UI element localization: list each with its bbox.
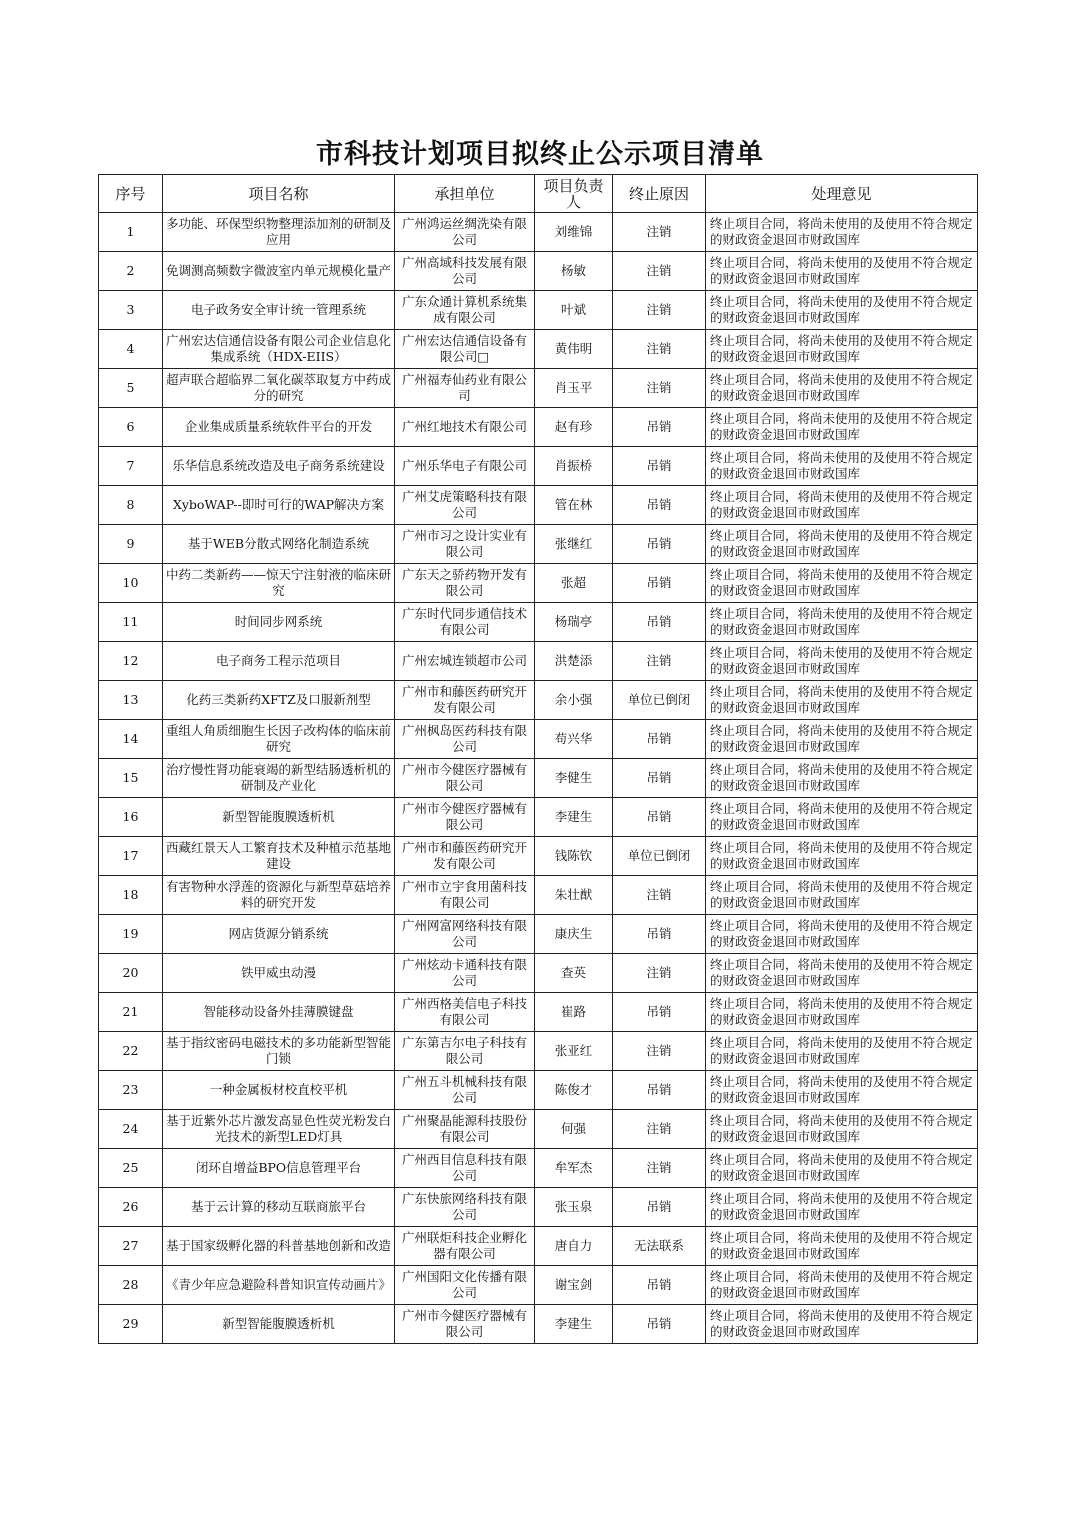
cell-no: 19 (99, 915, 163, 954)
table-row (99, 993, 978, 1032)
table-body (99, 213, 978, 1344)
table-row (99, 369, 978, 408)
header-no: 序号 (99, 175, 163, 213)
header-note: 处理意见 (706, 175, 978, 213)
cell-lead: 张亚红 (535, 1032, 613, 1071)
cell-note: 终止项目合同，将尚未使用的及使用不符合规定的财政资金退回市财政国库 (706, 213, 978, 252)
cell-note: 终止项目合同，将尚未使用的及使用不符合规定的财政资金退回市财政国库 (706, 1266, 978, 1305)
cell-no: 8 (99, 486, 163, 525)
table-row (99, 642, 978, 681)
cell-note: 终止项目合同，将尚未使用的及使用不符合规定的财政资金退回市财政国库 (706, 1305, 978, 1344)
header-unit: 承担单位 (395, 175, 535, 213)
cell-no: 20 (99, 954, 163, 993)
cell-reason: 吊销 (613, 915, 706, 954)
cell-note: 终止项目合同，将尚未使用的及使用不符合规定的财政资金退回市财政国库 (706, 486, 978, 525)
cell-name: 基于云计算的移动互联商旅平台 (163, 1188, 395, 1227)
table-row (99, 837, 978, 876)
cell-lead: 苟兴华 (535, 720, 613, 759)
cell-no: 17 (99, 837, 163, 876)
cell-lead: 唐自力 (535, 1227, 613, 1266)
cell-lead: 黄伟明 (535, 330, 613, 369)
cell-unit: 广东众通计算机系统集成有限公司 (395, 291, 535, 330)
cell-unit: 广州市和藤医药研究开发有限公司 (395, 837, 535, 876)
cell-no: 27 (99, 1227, 163, 1266)
cell-lead: 肖振桥 (535, 447, 613, 486)
cell-reason: 吊销 (613, 1188, 706, 1227)
cell-unit: 广东天之骄药物开发有限公司 (395, 564, 535, 603)
cell-no: 21 (99, 993, 163, 1032)
cell-note: 终止项目合同，将尚未使用的及使用不符合规定的财政资金退回市财政国库 (706, 1071, 978, 1110)
cell-no: 10 (99, 564, 163, 603)
cell-note: 终止项目合同，将尚未使用的及使用不符合规定的财政资金退回市财政国库 (706, 954, 978, 993)
cell-reason: 无法联系 (613, 1227, 706, 1266)
table-row (99, 720, 978, 759)
cell-no: 26 (99, 1188, 163, 1227)
table-row (99, 1266, 978, 1305)
cell-unit: 广州高域科技发展有限公司 (395, 252, 535, 291)
cell-name: 电子商务工程示范项目 (163, 642, 395, 681)
cell-note: 终止项目合同，将尚未使用的及使用不符合规定的财政资金退回市财政国库 (706, 759, 978, 798)
cell-unit: 广州枫岛医药科技有限公司 (395, 720, 535, 759)
cell-no: 2 (99, 252, 163, 291)
cell-lead: 杨瑞亭 (535, 603, 613, 642)
cell-reason: 注销 (613, 330, 706, 369)
cell-note: 终止项目合同，将尚未使用的及使用不符合规定的财政资金退回市财政国库 (706, 408, 978, 447)
cell-lead: 李建生 (535, 1305, 613, 1344)
cell-lead: 崔路 (535, 993, 613, 1032)
cell-no: 5 (99, 369, 163, 408)
cell-unit: 广州市今健医疗器械有限公司 (395, 1305, 535, 1344)
table-row (99, 525, 978, 564)
cell-name: 超声联合超临界二氧化碳萃取复方中药成分的研究 (163, 369, 395, 408)
cell-reason: 单位已倒闭 (613, 681, 706, 720)
header-name: 项目名称 (163, 175, 395, 213)
table-row (99, 486, 978, 525)
cell-name: 化药三类新药XFTZ及口服新剂型 (163, 681, 395, 720)
cell-name: 基于国家级孵化器的科普基地创新和改造 (163, 1227, 395, 1266)
table-row (99, 798, 978, 837)
cell-note: 终止项目合同，将尚未使用的及使用不符合规定的财政资金退回市财政国库 (706, 1188, 978, 1227)
cell-reason: 吊销 (613, 720, 706, 759)
cell-reason: 注销 (613, 876, 706, 915)
cell-no: 11 (99, 603, 163, 642)
cell-unit: 广州市今健医疗器械有限公司 (395, 759, 535, 798)
cell-unit: 广州市立宇食用菌科技有限公司 (395, 876, 535, 915)
cell-reason: 吊销 (613, 1071, 706, 1110)
table-row (99, 1149, 978, 1188)
cell-no: 16 (99, 798, 163, 837)
cell-reason: 吊销 (613, 564, 706, 603)
cell-lead: 刘维锦 (535, 213, 613, 252)
cell-no: 28 (99, 1266, 163, 1305)
cell-no: 6 (99, 408, 163, 447)
cell-unit: 广州福寿仙药业有限公司 (395, 369, 535, 408)
cell-name: 电子政务安全审计统一管理系统 (163, 291, 395, 330)
cell-note: 终止项目合同，将尚未使用的及使用不符合规定的财政资金退回市财政国库 (706, 642, 978, 681)
cell-lead: 牟军杰 (535, 1149, 613, 1188)
cell-lead: 赵有珍 (535, 408, 613, 447)
cell-no: 24 (99, 1110, 163, 1149)
cell-lead: 钱陈钦 (535, 837, 613, 876)
project-table (98, 174, 978, 1344)
table-row (99, 1110, 978, 1149)
cell-reason: 单位已倒闭 (613, 837, 706, 876)
cell-note: 终止项目合同，将尚未使用的及使用不符合规定的财政资金退回市财政国库 (706, 798, 978, 837)
cell-name: 智能移动设备外挂薄膜键盘 (163, 993, 395, 1032)
cell-name: 中药二类新药——惊天宁注射液的临床研究 (163, 564, 395, 603)
cell-no: 7 (99, 447, 163, 486)
cell-note: 终止项目合同，将尚未使用的及使用不符合规定的财政资金退回市财政国库 (706, 1110, 978, 1149)
cell-unit: 广州联炬科技企业孵化器有限公司 (395, 1227, 535, 1266)
cell-no: 14 (99, 720, 163, 759)
cell-lead: 洪楚添 (535, 642, 613, 681)
cell-note: 终止项目合同，将尚未使用的及使用不符合规定的财政资金退回市财政国库 (706, 291, 978, 330)
header-lead: 项目负责人 (535, 175, 613, 213)
table-row (99, 330, 978, 369)
table-header (99, 175, 978, 213)
table-row (99, 291, 978, 330)
cell-lead: 杨敏 (535, 252, 613, 291)
cell-unit: 广州宏达信通信设备有限公司□ (395, 330, 535, 369)
cell-reason: 注销 (613, 369, 706, 408)
cell-reason: 吊销 (613, 603, 706, 642)
cell-no: 3 (99, 291, 163, 330)
cell-unit: 广州西格美信电子科技有限公司 (395, 993, 535, 1032)
cell-note: 终止项目合同，将尚未使用的及使用不符合规定的财政资金退回市财政国库 (706, 876, 978, 915)
cell-name: 西藏红景天人工繁育技术及种植示范基地建设 (163, 837, 395, 876)
cell-no: 15 (99, 759, 163, 798)
cell-reason: 注销 (613, 1149, 706, 1188)
cell-reason: 注销 (613, 1032, 706, 1071)
cell-unit: 广州市和藤医药研究开发有限公司 (395, 681, 535, 720)
cell-reason: 注销 (613, 252, 706, 291)
table-row (99, 1305, 978, 1344)
cell-note: 终止项目合同，将尚未使用的及使用不符合规定的财政资金退回市财政国库 (706, 603, 978, 642)
cell-lead: 叶斌 (535, 291, 613, 330)
table-row (99, 213, 978, 252)
cell-reason: 注销 (613, 642, 706, 681)
cell-reason: 吊销 (613, 525, 706, 564)
cell-note: 终止项目合同，将尚未使用的及使用不符合规定的财政资金退回市财政国库 (706, 1149, 978, 1188)
cell-name: 多功能、环保型织物整理添加剂的研制及应用 (163, 213, 395, 252)
table-row (99, 1227, 978, 1266)
cell-unit: 广州艾虎策略科技有限公司 (395, 486, 535, 525)
cell-unit: 广州五斗机械科技有限公司 (395, 1071, 535, 1110)
cell-name: 治疗慢性肾功能衰竭的新型结肠透析机的研制及产业化 (163, 759, 395, 798)
cell-reason: 注销 (613, 213, 706, 252)
cell-no: 4 (99, 330, 163, 369)
cell-note: 终止项目合同，将尚未使用的及使用不符合规定的财政资金退回市财政国库 (706, 330, 978, 369)
cell-reason: 注销 (613, 1110, 706, 1149)
table-row (99, 915, 978, 954)
cell-note: 终止项目合同，将尚未使用的及使用不符合规定的财政资金退回市财政国库 (706, 1032, 978, 1071)
table-row (99, 759, 978, 798)
cell-lead: 康庆生 (535, 915, 613, 954)
cell-unit: 广州网富网络科技有限公司 (395, 915, 535, 954)
cell-no: 25 (99, 1149, 163, 1188)
cell-reason: 注销 (613, 954, 706, 993)
cell-name: 新型智能腹膜透析机 (163, 798, 395, 837)
header-row (99, 175, 978, 213)
cell-no: 29 (99, 1305, 163, 1344)
table-row (99, 1071, 978, 1110)
cell-reason: 吊销 (613, 759, 706, 798)
header-reason: 终止原因 (613, 175, 706, 213)
cell-no: 22 (99, 1032, 163, 1071)
cell-note: 终止项目合同，将尚未使用的及使用不符合规定的财政资金退回市财政国库 (706, 525, 978, 564)
table-row (99, 408, 978, 447)
cell-no: 23 (99, 1071, 163, 1110)
cell-name: 基于指纹密码电磁技术的多功能新型智能门锁 (163, 1032, 395, 1071)
cell-note: 终止项目合同，将尚未使用的及使用不符合规定的财政资金退回市财政国库 (706, 915, 978, 954)
cell-reason: 吊销 (613, 993, 706, 1032)
cell-unit: 广州红地技术有限公司 (395, 408, 535, 447)
cell-reason: 吊销 (613, 486, 706, 525)
table-row (99, 564, 978, 603)
cell-note: 终止项目合同，将尚未使用的及使用不符合规定的财政资金退回市财政国库 (706, 252, 978, 291)
cell-unit: 广州炫动卡通科技有限公司 (395, 954, 535, 993)
table-row (99, 1032, 978, 1071)
cell-lead: 肖玉平 (535, 369, 613, 408)
cell-note: 终止项目合同，将尚未使用的及使用不符合规定的财政资金退回市财政国库 (706, 993, 978, 1032)
cell-name: 铁甲威虫动漫 (163, 954, 395, 993)
cell-name: 重组人角质细胞生长因子改构体的临床前研究 (163, 720, 395, 759)
cell-reason: 吊销 (613, 408, 706, 447)
cell-name: 乐华信息系统改造及电子商务系统建设 (163, 447, 395, 486)
cell-note: 终止项目合同，将尚未使用的及使用不符合规定的财政资金退回市财政国库 (706, 720, 978, 759)
cell-lead: 何强 (535, 1110, 613, 1149)
cell-unit: 广州西目信息科技有限公司 (395, 1149, 535, 1188)
cell-name: 时间同步网系统 (163, 603, 395, 642)
cell-no: 9 (99, 525, 163, 564)
cell-name: 新型智能腹膜透析机 (163, 1305, 395, 1344)
cell-lead: 谢宝剑 (535, 1266, 613, 1305)
cell-name: 网店货源分销系统 (163, 915, 395, 954)
page-title: 市科技计划项目拟终止公示项目清单 (316, 139, 764, 170)
cell-note: 终止项目合同，将尚未使用的及使用不符合规定的财政资金退回市财政国库 (706, 564, 978, 603)
cell-note: 终止项目合同，将尚未使用的及使用不符合规定的财政资金退回市财政国库 (706, 369, 978, 408)
cell-name: 企业集成质量系统软件平台的开发 (163, 408, 395, 447)
table-row (99, 603, 978, 642)
cell-unit: 广州乐华电子有限公司 (395, 447, 535, 486)
cell-lead: 李健生 (535, 759, 613, 798)
cell-no: 12 (99, 642, 163, 681)
cell-reason: 吊销 (613, 1266, 706, 1305)
cell-no: 1 (99, 213, 163, 252)
cell-name: 《青少年应急避险科普知识宣传动画片》 (163, 1266, 395, 1305)
cell-unit: 广州宏城连锁超市公司 (395, 642, 535, 681)
cell-lead: 李建生 (535, 798, 613, 837)
cell-lead: 陈俊才 (535, 1071, 613, 1110)
cell-note: 终止项目合同，将尚未使用的及使用不符合规定的财政资金退回市财政国库 (706, 681, 978, 720)
cell-lead: 余小强 (535, 681, 613, 720)
cell-unit: 广州国阳文化传播有限公司 (395, 1266, 535, 1305)
cell-note: 终止项目合同，将尚未使用的及使用不符合规定的财政资金退回市财政国库 (706, 447, 978, 486)
cell-unit: 广东第吉尔电子科技有限公司 (395, 1032, 535, 1071)
cell-no: 18 (99, 876, 163, 915)
cell-name: 有害物种水浮莲的资源化与新型草菇培养料的研究开发 (163, 876, 395, 915)
cell-unit: 广州市习之设计实业有限公司 (395, 525, 535, 564)
table-row (99, 876, 978, 915)
cell-lead: 张超 (535, 564, 613, 603)
cell-name: 基于近紫外芯片激发高显色性荧光粉发白光技术的新型LED灯具 (163, 1110, 395, 1149)
cell-reason: 吊销 (613, 447, 706, 486)
table-row (99, 681, 978, 720)
cell-name: 一种金属板材校直校平机 (163, 1071, 395, 1110)
table-row (99, 1188, 978, 1227)
cell-note: 终止项目合同，将尚未使用的及使用不符合规定的财政资金退回市财政国库 (706, 837, 978, 876)
cell-name: 广州宏达信通信设备有限公司企业信息化集成系统（HDX-EIIS） (163, 330, 395, 369)
cell-reason: 吊销 (613, 798, 706, 837)
cell-reason: 吊销 (613, 1305, 706, 1344)
table-row (99, 252, 978, 291)
cell-name: XyboWAP--即时可行的WAP解决方案 (163, 486, 395, 525)
cell-name: 基于WEB分散式网络化制造系统 (163, 525, 395, 564)
cell-lead: 管在林 (535, 486, 613, 525)
cell-lead: 查英 (535, 954, 613, 993)
cell-note: 终止项目合同，将尚未使用的及使用不符合规定的财政资金退回市财政国库 (706, 1227, 978, 1266)
cell-lead: 张继红 (535, 525, 613, 564)
cell-reason: 注销 (613, 291, 706, 330)
cell-lead: 张玉泉 (535, 1188, 613, 1227)
cell-lead: 朱壮猷 (535, 876, 613, 915)
cell-name: 免调测高频数字微波室内单元规模化量产 (163, 252, 395, 291)
table-row (99, 447, 978, 486)
cell-unit: 广东时代同步通信技术有限公司 (395, 603, 535, 642)
cell-unit: 广州鸿运丝绸洗染有限公司 (395, 213, 535, 252)
cell-unit: 广州聚晶能源科技股份有限公司 (395, 1110, 535, 1149)
cell-no: 13 (99, 681, 163, 720)
cell-name: 闭环自增益BPO信息管理平台 (163, 1149, 395, 1188)
table-row (99, 954, 978, 993)
cell-unit: 广州市今健医疗器械有限公司 (395, 798, 535, 837)
cell-unit: 广东快旅网络科技有限公司 (395, 1188, 535, 1227)
